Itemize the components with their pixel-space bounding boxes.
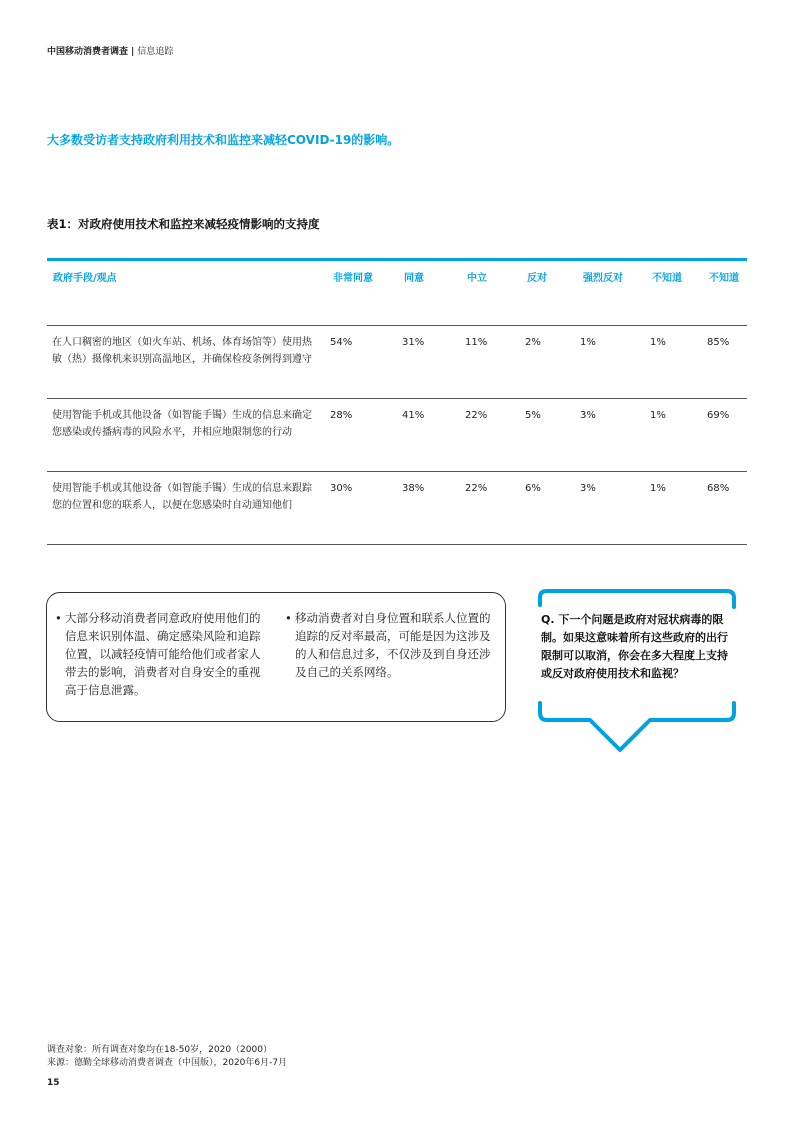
finding-right <box>285 609 497 681</box>
cell-dont-know: 1% <box>650 410 666 421</box>
table-header <box>47 261 747 325</box>
row-description: 使用智能手机或其他设备（如智能手镯）生成的信息来跟踪您的位置和您的联系人，以便在您感染时自动通知他们 <box>52 483 312 511</box>
cell-strongly-agree: 28% <box>330 410 353 421</box>
cell-dont-know-2: 68% <box>707 483 730 494</box>
cell-strongly-oppose: 3% <box>580 483 596 494</box>
cell-strongly-agree: 54% <box>330 337 353 348</box>
column-header-dont-know: 不知道 <box>652 273 682 284</box>
cell-oppose: 2% <box>525 337 541 348</box>
headline: 大多数受访者支持政府利用技术和监控来减轻COVID-19的影响。 <box>47 133 400 147</box>
finding-left-text: 大部分移动消费者同意政府使用他们的信息来识别体温、确定感染风险和追踪位置，以减轻疫情可能给他们或者家人带去的影响，消费者对自身安全的重视高于信息泄露。 <box>65 611 261 697</box>
cell-oppose: 5% <box>525 410 541 421</box>
cell-strongly-oppose: 1% <box>580 337 596 348</box>
cell-dont-know: 1% <box>650 483 666 494</box>
table-row <box>47 472 747 545</box>
column-header-oppose: 反对 <box>527 273 547 284</box>
cell-agree: 41% <box>402 410 425 421</box>
cell-dont-know-2: 69% <box>707 410 730 421</box>
findings-box <box>46 592 506 722</box>
footnote <box>47 1044 287 1070</box>
column-header-neutral: 中立 <box>467 273 487 284</box>
footnote-respondents: 调查对象：所有调查对象均在18-50岁，2020（2000） <box>47 1045 272 1055</box>
cell-neutral: 22% <box>465 410 488 421</box>
row-description: 在人口稠密的地区（如火车站、机场、体育场馆等）使用热敏（热）摄像机来识别高温地区，并确保检疫条例得到遵守 <box>52 337 312 365</box>
running-header <box>47 44 173 57</box>
cell-dont-know-2: 85% <box>707 337 730 348</box>
table-row <box>47 325 747 399</box>
column-header-dont-know-2: 不知道 <box>709 273 739 284</box>
cell-neutral: 22% <box>465 483 488 494</box>
cell-strongly-agree: 30% <box>330 483 353 494</box>
column-header-agree: 同意 <box>404 273 424 284</box>
bullet-marker: • <box>55 611 62 625</box>
footnote-source: 来源：德勤全球移动消费者调查（中国版），2020年6月-7月 <box>47 1058 288 1068</box>
header-separator: | <box>131 47 135 57</box>
cell-agree: 31% <box>402 337 425 348</box>
finding-right-text: 移动消费者对自身位置和联系人位置的追踪的反对率最高，可能是因为这涉及的人和信息过多，不仅涉及到自身还涉及自己的关系网络。 <box>295 611 491 679</box>
bullet-marker: • <box>285 611 292 625</box>
row-description: 使用智能手机或其他设备（如智能手镯）生成的信息来确定您感染或传播病毒的风险水平，并相应地限制您的行动 <box>52 410 312 438</box>
report-title: 中国移动消费者调查 <box>47 47 129 57</box>
cell-dont-know: 1% <box>650 337 666 348</box>
section-title: 信息追踪 <box>137 47 174 57</box>
column-header-strongly-agree: 非常同意 <box>333 273 373 284</box>
column-header-strongly-oppose: 强烈反对 <box>583 273 623 284</box>
table-title: 表1：对政府使用技术和监控来减轻疫情影响的支持度 <box>47 217 320 231</box>
column-header-measure: 政府手段/观点 <box>53 273 117 284</box>
finding-left <box>55 609 270 699</box>
page-number: 15 <box>47 1078 60 1088</box>
table-row <box>47 399 747 472</box>
support-table <box>47 258 747 545</box>
cell-strongly-oppose: 3% <box>580 410 596 421</box>
cell-neutral: 11% <box>465 337 488 348</box>
cell-oppose: 6% <box>525 483 541 494</box>
cell-agree: 38% <box>402 483 425 494</box>
survey-question: Q. 下一个问题是政府对冠状病毒的限制。如果这意味着所有这些政府的出行限制可以取消，你会在多大程度上支持或反对政府使用技术和监视？ <box>541 613 728 680</box>
